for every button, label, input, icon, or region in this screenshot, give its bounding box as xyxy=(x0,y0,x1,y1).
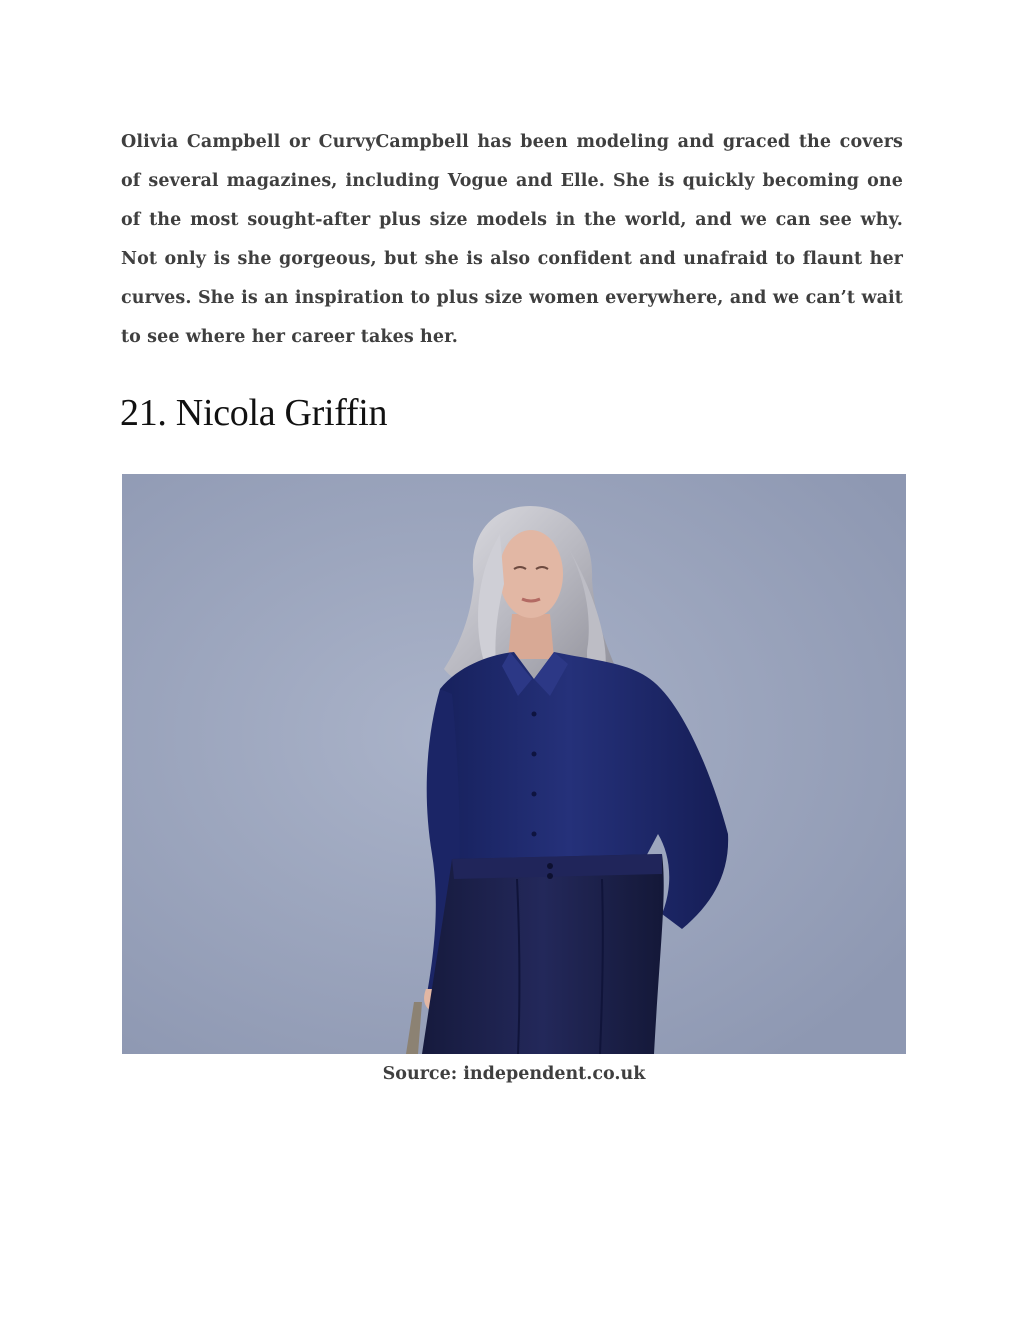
intro-paragraph: Olivia Campbell or CurvyCampbell has been modeling and graced the covers of several magazines, including Vogue and Elle. She is quickly becoming one of the most sought-after plus size models in the world, and we can see why. Not only is she gorgeous, but she is also confident and unafraid to flaunt her curves. She is an inspiration to plus size women everywhere, and we can’t wait to see where her career takes her. xyxy=(121,132,903,347)
model-photo-illustration xyxy=(122,474,906,1054)
image-caption: Source: independent.co.uk xyxy=(382,1064,646,1084)
model-photo xyxy=(122,474,906,1054)
section-heading: 21. Nicola Griffin xyxy=(120,392,388,434)
